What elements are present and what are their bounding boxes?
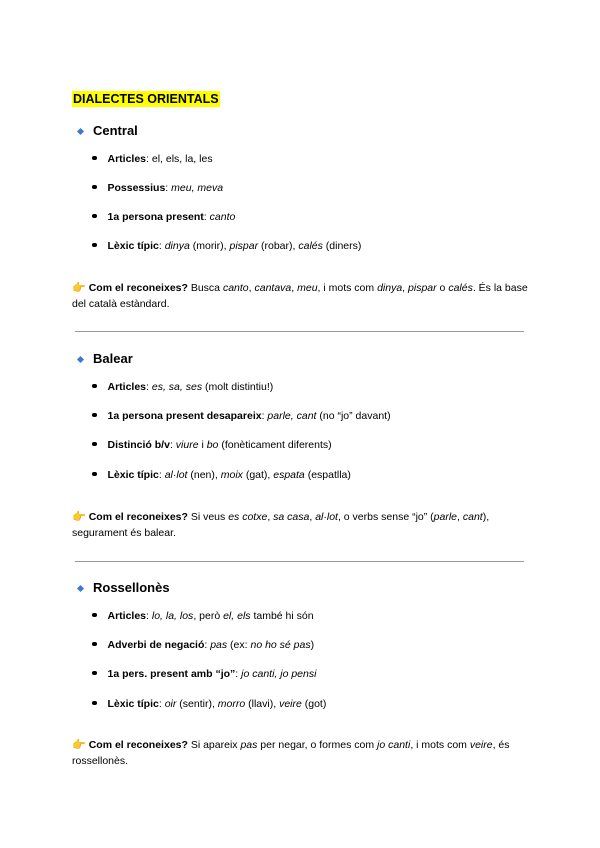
item-text: també hi són <box>250 610 314 622</box>
item-text: (morir), <box>189 240 230 252</box>
note-text: Si apareix <box>187 739 241 751</box>
list-item <box>92 210 235 224</box>
note-text: per negar, o formes com <box>257 739 378 751</box>
bullet-icon <box>92 214 97 219</box>
recognition-note <box>72 509 532 541</box>
item-example: espata <box>273 469 305 481</box>
pointing-hand-icon: 👉 <box>72 511 86 523</box>
section-heading-label: Balear <box>93 351 133 366</box>
note-example: pispar <box>408 282 437 294</box>
list-item <box>92 468 351 482</box>
list-item <box>92 239 361 253</box>
note-example: sa casa <box>273 511 310 523</box>
item-example: viure <box>175 439 199 451</box>
list-item <box>92 609 314 623</box>
recognition-note <box>72 280 532 312</box>
item-label: 1a persona present desapareix <box>107 410 262 422</box>
note-example: parle <box>433 511 458 523</box>
item-label: Lèxic típic <box>107 240 159 252</box>
note-example: cantava <box>254 282 292 294</box>
item-text: (molt distintiu!) <box>202 381 274 393</box>
recognition-note <box>72 737 532 769</box>
section-heading-balear <box>76 351 133 367</box>
item-separator: : <box>203 211 207 223</box>
item-label: Adverbi de negació <box>107 639 205 651</box>
list-item <box>92 409 391 423</box>
note-text: , <box>291 282 298 294</box>
note-text: , i mots com <box>317 282 378 294</box>
bullet-icon <box>92 613 97 618</box>
note-text: Si veus <box>187 511 229 523</box>
bullet-icon <box>92 413 97 418</box>
bullet-icon <box>92 671 97 676</box>
note-example: es cotxe <box>228 511 268 523</box>
item-example: morro <box>217 698 246 710</box>
note-question: Com el reconeixes? <box>88 282 188 294</box>
item-label: Articles <box>107 381 147 393</box>
note-example: pas <box>240 739 258 751</box>
item-example: parle, cant <box>267 410 317 422</box>
item-text: el, els, la, les <box>148 153 213 165</box>
note-text: , és rossellonès. <box>72 739 510 767</box>
item-separator: : <box>146 381 149 393</box>
bullet-icon <box>92 442 97 447</box>
item-text: (diners) <box>322 240 362 252</box>
note-example: calés <box>448 282 473 294</box>
item-text: (espatlla) <box>304 469 351 481</box>
item-separator: : <box>146 153 149 165</box>
bullet-icon <box>92 472 97 477</box>
list-item <box>92 152 213 166</box>
list-item <box>92 380 273 394</box>
note-example: meu <box>297 282 318 294</box>
section-divider <box>75 331 524 332</box>
item-text: (fonèticament diferents) <box>218 439 332 451</box>
list-item <box>92 181 223 195</box>
item-text: (nen), <box>187 469 221 481</box>
note-text: , <box>402 282 409 294</box>
bullet-icon <box>92 185 97 190</box>
item-separator: : <box>169 439 173 451</box>
item-text: ) <box>310 639 315 651</box>
note-example: veire <box>469 739 493 751</box>
item-example: canto <box>209 211 236 223</box>
item-separator: : <box>235 668 239 680</box>
item-separator: : <box>204 639 208 651</box>
item-label: Lèxic típic <box>107 469 159 481</box>
item-separator: : <box>158 240 162 252</box>
item-separator: : <box>261 410 265 422</box>
note-text: o <box>436 282 449 294</box>
item-label: Distinció b/v <box>107 439 170 451</box>
bullet-icon <box>92 156 97 161</box>
item-label: Lèxic típic <box>107 698 159 710</box>
item-text: i <box>198 439 207 451</box>
item-separator: : <box>158 698 162 710</box>
item-example: el, els <box>223 610 251 622</box>
note-text: , <box>267 511 274 523</box>
section-divider <box>75 561 524 562</box>
pointing-hand-icon: 👉 <box>72 282 86 294</box>
item-example: pispar <box>229 240 259 252</box>
section-heading-label: Rossellonès <box>93 580 170 595</box>
list-item <box>92 697 326 711</box>
list-item <box>92 667 316 681</box>
item-text: (llavi), <box>245 698 280 710</box>
page-title: DIALECTES ORIENTALS <box>73 92 219 106</box>
note-text: , o verbs sense “jo” ( <box>337 511 434 523</box>
section-heading-central <box>76 123 138 139</box>
item-example: oir <box>164 698 177 710</box>
diamond-bullet-icon <box>77 127 84 134</box>
item-text: (sentir), <box>176 698 218 710</box>
item-label: 1a persona present <box>107 211 204 223</box>
item-example: bo <box>206 439 219 451</box>
bullet-icon <box>92 243 97 248</box>
item-example: al·lot <box>164 469 188 481</box>
note-question: Com el reconeixes? <box>88 511 188 523</box>
item-example: no ho sé pas <box>250 639 311 651</box>
item-text: (no “jo” davant) <box>316 410 391 422</box>
item-text: (robar), <box>258 240 299 252</box>
bullet-icon <box>92 701 97 706</box>
item-example: es, sa, ses <box>151 381 203 393</box>
item-label: Articles <box>107 153 147 165</box>
note-example: canto <box>222 282 249 294</box>
bullet-icon <box>92 384 97 389</box>
note-question: Com el reconeixes? <box>88 739 188 751</box>
note-text: . És la base del català estàndard. <box>72 282 528 310</box>
note-text: , <box>248 282 255 294</box>
item-example: dinya <box>164 240 190 252</box>
item-example: meu, meva <box>171 182 224 194</box>
item-example: moix <box>220 469 243 481</box>
item-example: pas <box>210 639 228 651</box>
section-heading-label: Central <box>93 123 138 138</box>
note-text: , <box>309 511 316 523</box>
item-separator: : <box>146 610 149 622</box>
section-heading-rossellones <box>76 580 170 596</box>
note-text: , <box>457 511 463 523</box>
item-separator: : <box>158 469 162 481</box>
list-item <box>92 438 332 452</box>
diamond-bullet-icon <box>77 355 84 362</box>
item-label: Possessius <box>107 182 166 194</box>
note-text: Busca <box>187 282 223 294</box>
note-example: dinya <box>377 282 403 294</box>
note-example: jo canti <box>377 739 411 751</box>
note-text: , i mots com <box>410 739 470 751</box>
item-example: jo canti, jo pensi <box>241 668 317 680</box>
item-separator: : <box>165 182 169 194</box>
item-label: Articles <box>107 610 147 622</box>
item-example: veire <box>279 698 302 710</box>
item-text: , però <box>193 610 224 622</box>
item-text: (ex: <box>227 639 251 651</box>
item-text: (got) <box>301 698 327 710</box>
note-example: al·lot <box>315 511 338 523</box>
bullet-icon <box>92 642 97 647</box>
item-label: 1a pers. present amb “jo” <box>107 668 236 680</box>
diamond-bullet-icon <box>77 584 84 591</box>
note-example: cant <box>462 511 483 523</box>
list-item <box>92 638 314 652</box>
item-example: calés <box>298 240 323 252</box>
pointing-hand-icon: 👉 <box>72 739 86 751</box>
note-text: ), segurament és balear. <box>72 511 490 539</box>
item-text: (gat), <box>242 469 274 481</box>
item-example: lo, la, los <box>151 610 194 622</box>
